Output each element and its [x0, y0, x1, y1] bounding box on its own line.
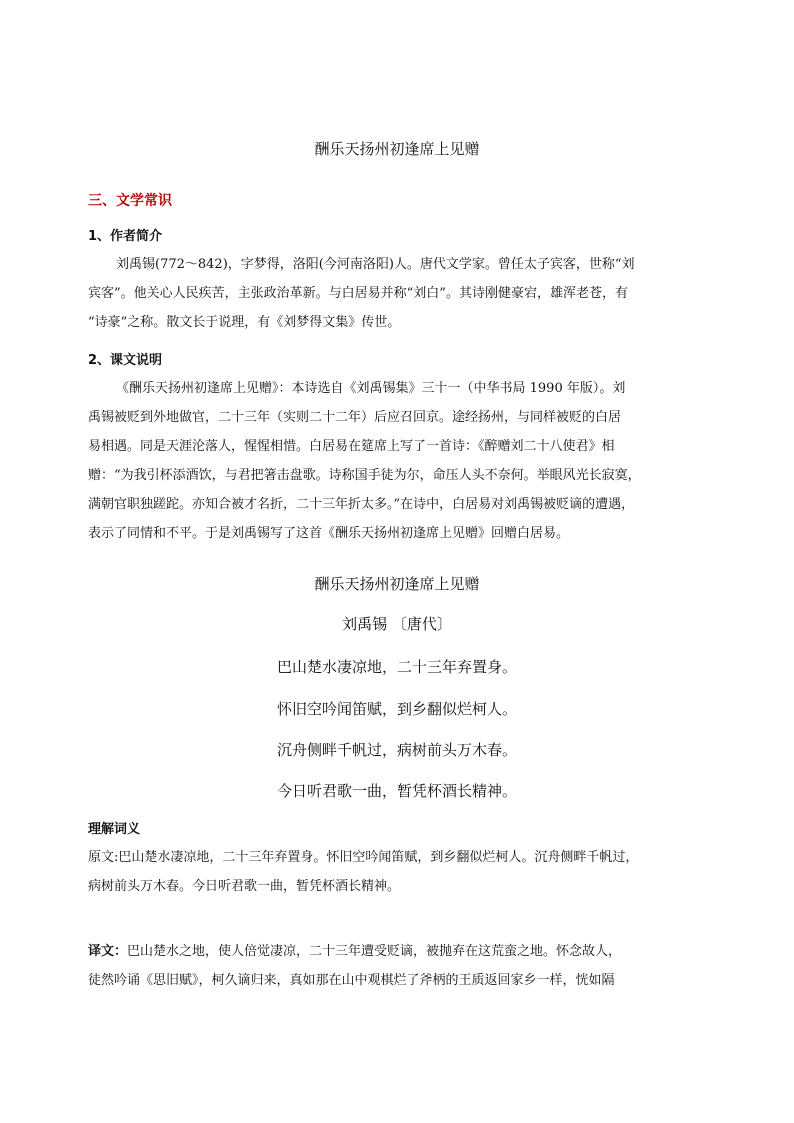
document-title: 酬乐天扬州初逢席上见赠	[314, 140, 480, 158]
text-note-line: 易相遇。同是天涯沦落人，惺惺相惜。白居易在筵席上写了一首诗：《醉赠刘二十八使君》相	[88, 439, 615, 454]
text-note-line: 表示了同情和不平。于是刘禹锡写了这首《酬乐天扬州初逢席上见赠》回赠白居易。	[88, 526, 570, 541]
poem-line: 今日听君歌一曲，暂凭杯酒长精神。	[276, 782, 517, 800]
translation-line	[88, 937, 708, 966]
original-text-line: 原文:巴山楚水凄凉地，二十三年弃置身。怀旧空吟闻笛赋，到乡翻似烂柯人。沉舟侧畔千帆过，	[88, 850, 639, 865]
text-note-line: 赠：“为我引杯添酒饮，与君把箸击盘歌。诗称国手徒为尔，命压人头不奈何。举眼风光长寂寞，	[88, 468, 641, 483]
text-note-paragraph	[88, 374, 708, 548]
poem-line: 怀旧空吟闻笛赋，到乡翻似烂柯人。	[276, 700, 517, 718]
poem-author: 刘禹锡 〔唐代〕	[342, 615, 452, 633]
author-intro-line: “诗豪”之称。散文长于说理，有《刘梦得文集》传世。	[88, 315, 401, 330]
original-text-line: 病树前头万木春。今日听君歌一曲，暂凭杯酒长精神。	[88, 879, 401, 894]
text-note-line: 满朝官职独蹉跎。亦知合被才名折，二十三年折太多。”在诗中，白居易对刘禹锡被贬谪的遭遇，	[88, 497, 635, 512]
author-intro-line: 刘禹锡(772～842)，字梦得，洛阳(今河南洛阳)人。唐代文学家。曾任太子宾客，世称“刘	[116, 257, 635, 272]
poem-title: 酬乐天扬州初逢席上见赠	[314, 575, 480, 593]
author-intro-heading: 1、作者简介	[88, 229, 163, 244]
translation-text: 巴山楚水之地，使人倍觉凄凉，二十三年遭受贬谪，被抛弃在这荒蛮之地。怀念故人，	[127, 944, 622, 959]
translation-label: 译文：	[88, 944, 128, 959]
understanding-heading: 理解词义	[88, 822, 141, 837]
text-note-heading: 2、课文说明	[88, 353, 163, 368]
text-note-line: 《酬乐天扬州初逢席上见赠》：本诗选自《刘禹锡集》三十一（中华书局 1990 年版）。刘	[116, 381, 626, 396]
author-intro-paragraph	[88, 250, 708, 337]
poem-line: 巴山楚水凄凉地，二十三年弃置身。	[276, 658, 517, 676]
text-note-line: 禹锡被贬到外地做官，二十三年（实则二十二年）后应召回京。途经扬州，与同样被贬的白居	[88, 410, 622, 425]
section-heading: 三、文学常识	[88, 193, 172, 209]
translation-line: 徒然吟诵《思旧赋》，柯久谪归来，真如那在山中观棋烂了斧柄的王质返回家乡一样，恍如隔	[88, 973, 615, 988]
poem-line: 沉舟侧畔千帆过，病树前头万木春。	[276, 741, 517, 759]
original-text-paragraph	[88, 843, 708, 901]
translation-paragraph	[88, 937, 708, 995]
author-intro-line: 宾客”。他关心人民疾苦，主张政治革新。与白居易并称“刘白”。其诗刚健豪宕，雄浑老苍，有	[88, 286, 628, 301]
